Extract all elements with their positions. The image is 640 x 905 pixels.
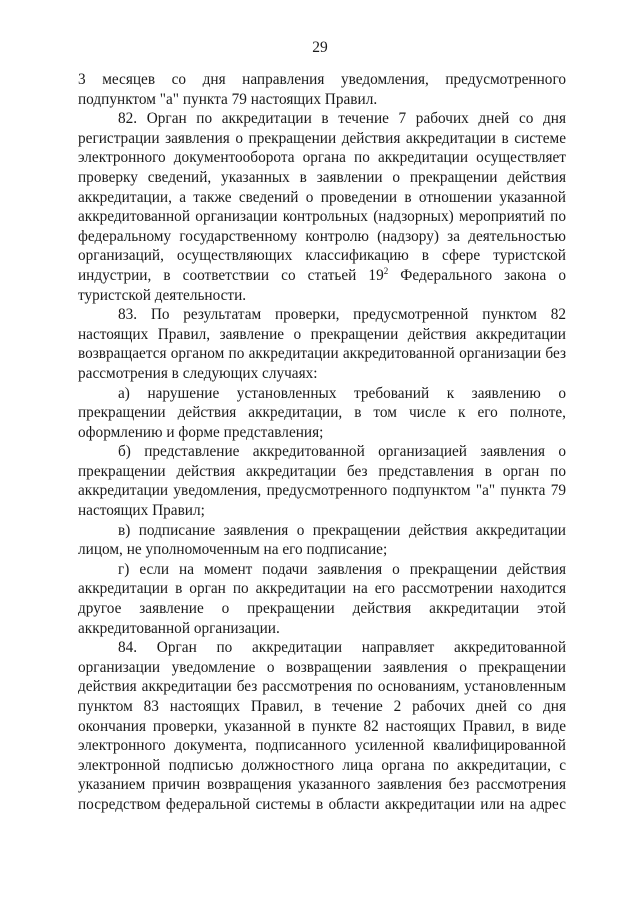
subparagraph-83-b: б) представление аккредитованной организацией заявления о прекращении действия аккредитации без представления в орган по аккредитации уведомления, предусмотренного подпунктом "а" пункта 79 настоящих Правил; [78,443,566,520]
paragraph-82-text-end: Федерального закона о туристской деятельности. [78,266,566,304]
subparagraph-83-a: а) нарушение установленных требований к заявлению о прекращении действия аккредитации, в том числе к его полноте, оформлению и форме представления; [78,384,566,441]
subparagraph-83-v: в) подписание заявления о прекращении действия аккредитации лицом, не уполномоченным на его подписание; [78,521,566,559]
paragraph-82-text: 82. Орган по аккредитации в течение 7 рабочих дней со дня регистрации заявления о прекращении действия аккредитации в системе электронного документооборота органа по аккредитации осуществляет проверку сведений, указанных в заявлении о прекращении действия аккредитации, а также сведений о проведении в отношении указанной аккредитованной организации контрольных (надзорных) мероприятий по федеральному государственному контролю (надзору) за деятельностью организаций, осуществляющих классификацию в сфере туристской индустрии, в соответствии со статьей 19 [78,110,566,284]
document-body [78,70,566,815]
subparagraph-83-g: г) если на момент подачи заявления о прекращении действия аккредитации в орган по аккредитации на его рассмотрении находится другое заявление о прекращении действия аккредитации этой аккредитованной организации. [78,560,566,637]
paragraph-84: 84. Орган по аккредитации направляет аккредитованной организации уведомление о возвращении заявления о прекращении действия аккредитации без рассмотрения по основаниям, установленным пунктом 83 настоящих Правил, в течение 2 рабочих дней со дня окончания проверки, указанной в пункте 82 настоящих Правил, в виде электронного документа, подписанного усиленной квалифицированной электронной подписью должностного лица органа по аккредитации, с указанием причин возвращения указанного заявления без рассмотрения посредством федеральной системы в области аккредитации или на адрес [78,639,566,813]
page-number: 29 [312,39,328,56]
paragraph-continuation: 3 месяцев со дня направления уведомления, предусмотренного подпунктом "а" пункта 79 настоящих Правил. [78,71,566,108]
article-superscript: 2 [383,265,389,276]
paragraph-83: 83. По результатам проверки, предусмотренной пунктом 82 настоящих Правил, заявление о прекращении действия аккредитации возвращается органом по аккредитации аккредитованной организации без рассмотрения в следующих случаях: [78,306,566,382]
paragraph-82 [78,109,566,305]
